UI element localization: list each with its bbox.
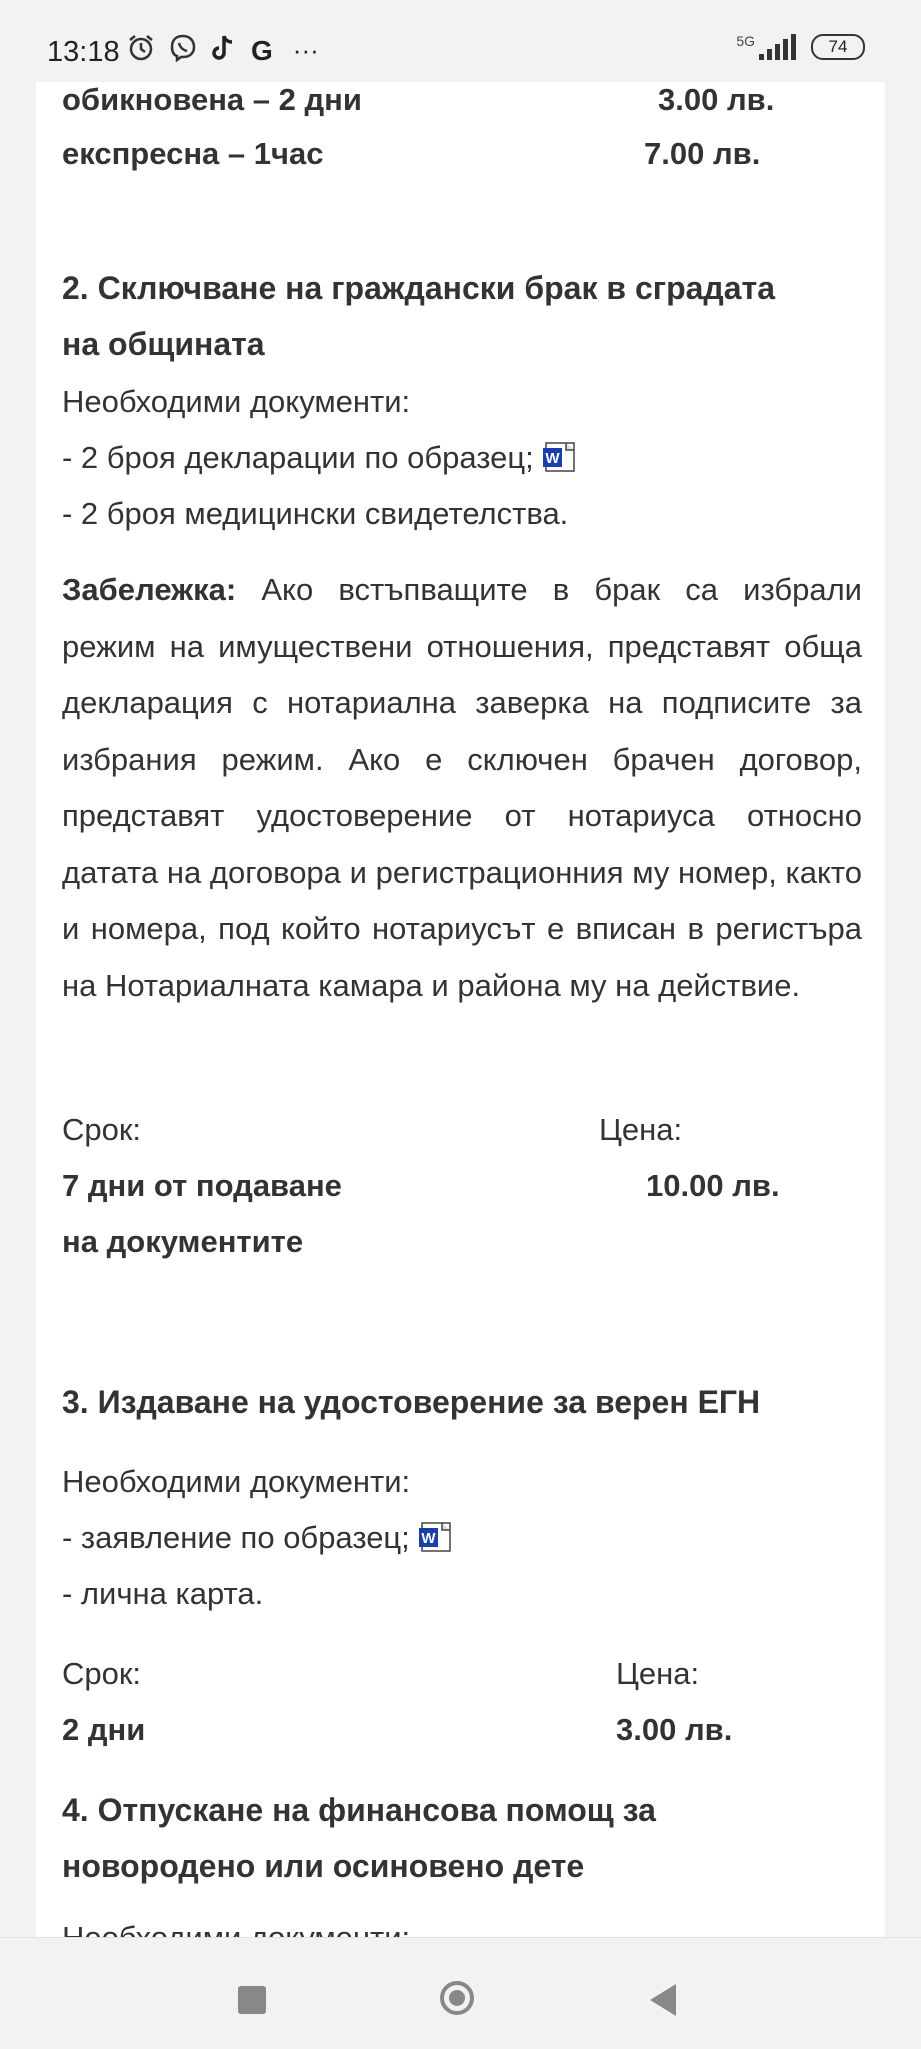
term-value-line2: на документите [62,1224,304,1259]
docs-heading: Необходими документи: [62,1464,411,1499]
status-time: 13:18 [47,36,120,68]
signal-icon [759,34,799,60]
service-option-regular: обикновена – 2 дни [62,82,362,117]
note-paragraph [62,562,862,1014]
home-button[interactable] [440,1981,474,2015]
note-label: Забележка: [62,572,237,607]
note-text: Ако встъпващите в брак са избрали режим на имуществени отношения, представят обща декларация с нотариална заверка на подписите за избрания режим. Ако е сключен брачен договор, представят удостоверение от нотариуса относно датата на договора и регистрационния му номер, както и номера, под който нотариусът е вписан в регистъра на Нотариалната камара и района му на действие. [62,572,862,1003]
system-indicators [736,34,865,60]
system-navigation-bar [0,1937,921,2049]
service-option-regular-price: 3.00 лв. [658,82,775,117]
docs-heading: Необходими документи: [62,384,411,419]
term-value: 7 дни от подаване [62,1168,342,1203]
price-value: 3.00 лв. [616,1712,733,1747]
battery-icon: 74 [811,34,865,60]
price-label: Цена: [616,1656,700,1691]
notification-icons [127,34,333,67]
section-title-marriage: 2. Сключване на граждански брак в сградата [62,270,775,306]
word-document-icon[interactable] [418,1521,452,1553]
more-icon: ··· [292,35,319,65]
page-content [36,82,885,1937]
network-type: 5G [736,33,755,49]
svg-text:W: W [421,1529,436,1547]
price-label: Цена: [599,1112,683,1147]
term-label: Срок: [62,1656,142,1691]
doc-item-text: - заявление по образец; [62,1520,410,1555]
alarm-icon [127,34,155,67]
google-icon: G [251,34,273,66]
word-document-icon[interactable] [542,441,576,473]
svg-text:W: W [545,449,560,467]
term-label: Срок: [62,1112,142,1147]
service-option-express-price: 7.00 лв. [644,136,761,171]
doc-item [62,440,576,476]
viber-icon [169,34,197,67]
doc-item [62,1520,452,1556]
section-title-financial-aid-line2: новородено или осиновено дете [62,1848,585,1884]
doc-item: - лична карта. [62,1576,264,1611]
back-button[interactable] [650,1984,676,2016]
term-value: 2 дни [62,1712,146,1747]
service-option-express: експресна – 1час [62,136,324,171]
status-bar [0,0,921,82]
price-value: 10.00 лв. [646,1168,780,1203]
doc-item: - 2 броя медицински свидетелства. [62,496,569,531]
doc-item-text: - 2 броя декларации по образец; [62,440,534,475]
section-title-financial-aid: 4. Отпускане на финансова помощ за [62,1792,656,1828]
section-title-marriage-line2: на общината [62,326,265,362]
section-title-egn: 3. Издаване на удостоверение за верен ЕГН [62,1384,761,1420]
recent-apps-button[interactable] [238,1986,266,2014]
tiktok-icon [211,34,237,67]
